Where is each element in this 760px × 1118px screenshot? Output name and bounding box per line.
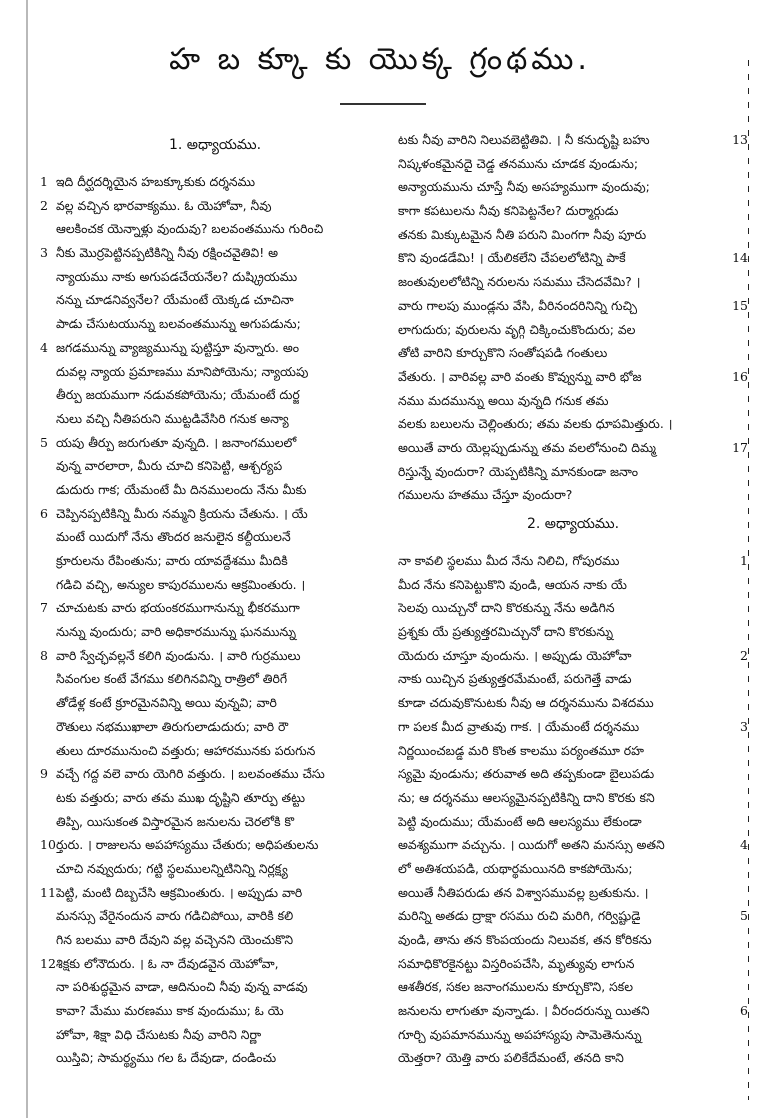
text-line xyxy=(40,762,390,786)
verse-text: వచ్చే గద్ద వలె వారు యెగిరి వత్తురు. । బలవంతము చేసు xyxy=(56,766,325,782)
verse-text: సివంగుల కంటే వేగము కలిగినవిన్ని రాత్రిలో తిరిగే xyxy=(56,671,288,687)
verse-text: నా పరిశుద్ధమైన వాడా, ఆదినుంచి నీవు వున్న వాడవు xyxy=(56,979,308,995)
text-line xyxy=(40,478,390,502)
text-line xyxy=(40,810,390,834)
verse-text: తోడేళ్ల కంటే క్రూరమైనవిన్ని అయి వున్నవి; వారి xyxy=(56,695,277,711)
verse-number xyxy=(732,667,748,691)
verse-number xyxy=(732,928,748,952)
verse-text: పెట్టి వుందుము; యేమంటే అది ఆలస్యము లేకుండా xyxy=(398,813,642,829)
verse-text: నున్ను వుందురు; వారి అధికారమున్ను ఘనమున్ను xyxy=(56,624,297,640)
verse-number xyxy=(732,199,748,223)
verse-number xyxy=(732,881,748,905)
verse-number: 9 xyxy=(40,766,48,782)
text-line xyxy=(398,573,748,597)
text-line xyxy=(40,573,390,597)
verse-text: మంటే యిదుగో నేను తొందర జనులైన కల్దీయులనే xyxy=(56,529,291,545)
verse-text: వారి స్వేచ్ఛవల్లనే కలిగి వుండును. । వారి గుర్రములు xyxy=(56,647,301,663)
verse-text: వారు గాలపు ముండ్లను వేసి, వీరినందరినిన్ని గుచ్చి xyxy=(398,297,637,313)
verse-number xyxy=(732,270,748,294)
verse-text: చూచి నవ్వుదురు; గట్టి స్థలములన్నిటినిన్ని నిర్లక్ష్య xyxy=(56,860,288,876)
text-line xyxy=(40,833,390,857)
verse-number xyxy=(40,573,56,597)
text-line xyxy=(40,431,390,455)
verse-number: 11 xyxy=(40,884,56,900)
verse-text: జగడమున్ను వ్యాజ్యమున్ను పుట్టిస్తూ వున్నారు. అం xyxy=(56,339,300,355)
verse-text: తీర్పు జయముగా నడువకపోయెను; యేమంటే దుర్జ xyxy=(56,387,300,403)
text-line xyxy=(40,596,390,620)
verse-text: మనస్సు వేరైనందున వారు గడిచిపోయి, వారికి కలి xyxy=(56,908,294,924)
verse-text: స్యమై వుండును; తరువాత అది తప్పకుండా బైలుపడు xyxy=(398,766,655,782)
verse-number xyxy=(732,412,748,436)
text-line xyxy=(40,715,390,739)
text-line xyxy=(398,762,748,786)
verse-text: చెప్పినప్పటికిన్ని మీరు నమ్మని క్రియను చేతును. । యే xyxy=(56,505,308,521)
verse-text: హోవా, శిక్షా విధి చేసుటకు నీవు వారిని నిర్ణా xyxy=(56,1026,262,1042)
verse-text: నిర్ణయించబడ్డ మరి కొంత కాలము పర్యంతమూ రహ xyxy=(398,742,644,758)
verse-number xyxy=(40,383,56,407)
verse-text: చూచుటకు వారు భయంకరముగానున్ను భీకరముగా xyxy=(56,600,300,616)
text-line xyxy=(398,596,748,620)
text-line xyxy=(40,739,390,763)
verse-text: తిప్పి, యిసుకంత విస్తారమైన జనులను చెరలోకి కొ xyxy=(56,813,295,829)
text-line xyxy=(398,857,748,881)
verse-text: టకు వత్తురు; వారు తమ ముఖ దృష్టిని తూర్పు తట్టు xyxy=(56,789,305,805)
verse-number: 13 xyxy=(732,132,748,147)
verse-text: పాడు చేసుటయున్ను బలవంతమున్ను అగుపడును; xyxy=(56,316,301,332)
text-line xyxy=(40,336,390,360)
verse-number: 2 xyxy=(40,197,48,213)
text-line xyxy=(40,549,390,573)
verse-number: 6 xyxy=(740,1003,748,1019)
verse-text: జనులను లాగుతూ వున్నాడు. । వీరందరున్ను యితని xyxy=(398,1003,650,1019)
verse-text: గడిచి వచ్చి, అన్యుల కాపురములను ఆక్రమింతురు. । xyxy=(56,576,306,592)
text-line xyxy=(398,549,748,573)
chapter-heading-1: 1. అధ్యాయము. xyxy=(168,137,262,153)
verse-number xyxy=(40,999,56,1023)
text-line xyxy=(40,383,390,407)
text-line xyxy=(398,152,748,176)
text-line xyxy=(40,975,390,999)
text-line xyxy=(40,928,390,952)
text-line xyxy=(398,175,748,199)
text-line xyxy=(398,786,748,810)
chapter-heading-2: 2. అధ్యాయము. xyxy=(526,516,620,532)
verse-text: సెలవు యిచ్చునో దాని కొరకున్ను నేను అడిగిన xyxy=(398,600,615,616)
verse-number: 7 xyxy=(40,600,48,616)
verse-number xyxy=(40,1046,56,1070)
text-line xyxy=(40,952,390,976)
verse-text: వుండి, తాను తన కొంపయందు నిలువక, తన కోరికను xyxy=(398,932,652,947)
verse-text: పెట్టి, మంటి దిబ్బచేసి ఆక్రమింతురు. । అప్పుడు వారి xyxy=(56,884,303,900)
verse-text: వున్న వారలారా, మీరు చూచి కనిపెట్టి, ఆశ్చర్యప xyxy=(56,458,283,474)
text-line xyxy=(398,223,748,247)
text-line xyxy=(398,199,748,223)
verse-text: తోటి వారిని కూర్చుకొని సంతోషపడి గంతులు xyxy=(398,345,608,361)
page-edge-right xyxy=(748,60,749,1100)
verse-number xyxy=(732,596,748,620)
left-column xyxy=(40,128,390,1070)
text-line xyxy=(40,1046,390,1070)
text-line xyxy=(40,288,390,312)
book-title: హ బ క్కూ కు యొక్క గ్రంథము. xyxy=(169,42,591,77)
text-line xyxy=(40,691,390,715)
text-line xyxy=(398,691,748,715)
verse-number xyxy=(40,857,56,881)
text-line xyxy=(398,1023,748,1047)
verse-text: రిస్తున్నే వుందురా? యెప్పటికిన్ని మానకుండా జనాం xyxy=(398,463,639,479)
verse-text: అన్యాయమును చూస్తే నీవు అసహ్యముగా వుందువు; xyxy=(398,179,650,195)
verse-text: సమాధికొరకైనట్టు విస్తరింపచేసి, మృత్యువు లాగున xyxy=(398,955,635,971)
verse-text: మరిన్ని అతడు ద్రాక్షా రసము రుచి మరిగి, గర్విష్టుడై xyxy=(398,908,641,924)
text-line xyxy=(40,360,390,384)
verse-number xyxy=(40,739,56,763)
verse-number xyxy=(732,620,748,644)
verse-text: నన్ను చూడనివ్వనేల? యేమంటే యెక్కడ చూచినా xyxy=(56,292,294,308)
right-column xyxy=(398,128,748,1070)
verse-text: వలకు బలులను చెల్లింతురు; తమ వలకు ధూపమిత్తురు. । xyxy=(398,416,673,432)
verse-text: ప్రశ్నకు యే ప్రత్యుత్తరమిచ్చునో దాని కొరకున్ను xyxy=(398,624,614,640)
text-line xyxy=(40,170,390,194)
verse-number: 15 xyxy=(732,297,748,313)
verse-number xyxy=(40,975,56,999)
verse-number xyxy=(732,341,748,365)
text-line xyxy=(398,270,748,294)
text-line xyxy=(398,644,748,668)
text-line xyxy=(398,952,748,976)
verse-text: కూడా చదువుకొనుటకు నీవు ఆ దర్శనమును విశదము xyxy=(398,695,654,711)
verse-text: గములను హతము చేస్తూ వుందురా? xyxy=(398,487,573,503)
text-line xyxy=(398,1046,748,1070)
verse-text: నము మదమున్ను అయి వున్నది గనుక తమ xyxy=(398,392,609,408)
verse-text: డుదురు గాక; యేమంటే మీ దినములందు నేను మీకు xyxy=(56,481,307,497)
text-line xyxy=(398,128,748,152)
verse-text: ఆశతీరక, సకల జనాంగములను కూర్చుకొని, సకల xyxy=(398,979,634,995)
text-line xyxy=(40,525,390,549)
verse-number: 3 xyxy=(40,245,48,261)
verse-text: వల్ల వచ్చిన భారవాక్యము. ఓ యెహోవా, నీవు xyxy=(56,197,272,213)
text-line xyxy=(40,241,390,265)
verse-number xyxy=(732,318,748,342)
verse-number: 6 xyxy=(40,505,48,521)
verse-number xyxy=(732,691,748,715)
verse-number: 10 xyxy=(40,837,56,853)
verse-text: ర్తురు. । రాజులను అపహాస్యము చేతురు; అధిపతులను xyxy=(56,837,319,853)
verse-number xyxy=(40,217,56,241)
verse-text: గా పలక మీద వ్రాతువు గాక. । యేమంటే దర్శనము xyxy=(398,718,640,734)
text-line xyxy=(398,294,748,318)
verse-text: నిష్కళంకమైనదై చెడ్డ తనమును చూడక వుండును; xyxy=(398,155,639,171)
verse-text: కొని వుండడేమి! । యేలికలేని చేపలలోటిన్ని పాకే xyxy=(398,250,626,266)
text-line xyxy=(398,739,748,763)
verse-number xyxy=(40,312,56,336)
verse-number: 17 xyxy=(732,439,748,455)
verse-number xyxy=(732,573,748,597)
verse-text: క్రూరులను రేపింతును; వారు యావద్దేశము మీదికి xyxy=(56,553,288,568)
text-line xyxy=(398,667,748,691)
verse-number xyxy=(40,265,56,289)
verse-text: యెత్తరా? యెత్తి వారు పలికేదేమంటే, తనది కాని xyxy=(398,1050,624,1066)
text-line xyxy=(398,341,748,365)
verse-text: నీకు మొర్రపెట్టినప్పటికిన్ని నీవు రక్షించవైతివి! అ xyxy=(56,245,279,261)
verse-number xyxy=(40,810,56,834)
verse-number xyxy=(732,483,748,507)
text-line xyxy=(398,928,748,952)
verse-number xyxy=(40,715,56,739)
text-line xyxy=(398,620,748,644)
verse-text: తులు దూరమునుంచి వత్తురు; ఆహారమునకు పరుగున xyxy=(56,742,316,758)
verse-text: శిక్షకు లోనౌదురు. । ఓ నా దేవుడవైన యెహోవా, xyxy=(56,955,279,971)
verse-text: అయితే వారు యెల్లప్పుడున్ను తమ వలలోనుంచి దిమ్మ xyxy=(398,439,656,455)
verse-text: యెదురు చూస్తూ వుందును. । అప్పుడు యెహోవా xyxy=(398,647,632,663)
text-line xyxy=(398,436,748,460)
verse-number xyxy=(732,739,748,763)
verse-number xyxy=(732,952,748,976)
text-line xyxy=(398,881,748,905)
page-edge-left xyxy=(26,0,28,1118)
title-rule xyxy=(340,103,426,105)
verse-number xyxy=(40,667,56,691)
text-line xyxy=(398,810,748,834)
verse-number xyxy=(732,857,748,881)
verse-text: దువల్ల న్యాయ ప్రమాణము మానిపోయెను; న్యాయపు xyxy=(56,363,309,379)
text-line xyxy=(398,483,748,507)
verse-number xyxy=(40,928,56,952)
verse-number: 2 xyxy=(740,647,748,663)
verse-text: గూర్చి వుపమానమున్ను అపహాస్యపు సామెతెనున్ను xyxy=(398,1026,642,1042)
text-line xyxy=(40,454,390,478)
verse-number xyxy=(732,762,748,786)
verse-text: నా కావలి స్థలము మీద నేను నిలిచి, గోపురము xyxy=(398,553,620,568)
text-line xyxy=(398,365,748,389)
verse-text: నులు వచ్చి నీతిపరుని ముట్టడివేసిరి గనుక అన్యా xyxy=(56,410,289,426)
verse-number xyxy=(732,975,748,999)
verse-text: రౌతులు నభముఖాలా తిరుగులాడుదురు; వారి రౌ xyxy=(56,718,289,734)
verse-text: ఇది దీర్ఘదర్శియైన హబక్కూకుకు దర్శనము xyxy=(56,174,255,189)
verse-text: గిన బలము వారి దేవుని వల్ల వచ్చెనని యెంచుకొని xyxy=(56,932,294,947)
verse-number xyxy=(40,360,56,384)
verse-text: అవశ్యముగా వచ్చును. । యిదుగో అతని మనస్సు అతని xyxy=(398,837,665,853)
verse-number: 8 xyxy=(40,647,48,663)
verse-text: యపు తీర్పు జరుగుతూ వున్నది. । జనాంగములలో xyxy=(56,434,297,450)
verse-text: న్యాయము నాకు అగుపడచేయనేల? దుష్క్రియము xyxy=(56,268,298,284)
text-line xyxy=(398,389,748,413)
text-line xyxy=(40,644,390,668)
verse-number xyxy=(40,525,56,549)
text-line xyxy=(398,318,748,342)
text-line xyxy=(40,881,390,905)
text-line xyxy=(40,667,390,691)
verse-text: లో అతిశయపడి, యథార్థమయినది కాకపోయెను; xyxy=(398,860,633,876)
verse-text: అయితే నీతిపరుడు తన విశ్వాసమువల్ల బ్రతుకును. । xyxy=(398,884,649,900)
text-line xyxy=(40,786,390,810)
verse-number: 3 xyxy=(740,718,748,734)
text-line xyxy=(398,999,748,1023)
text-line xyxy=(398,460,748,484)
verse-text: మీద నేను కనిపెట్టుకొని వుండి, ఆయన నాకు యే xyxy=(398,576,627,592)
verse-text: వేతురు. । వారివల్ల వారి వంతు కొవ్వున్ను వారి భోజ xyxy=(398,368,642,384)
verse-text: జంతువులలోటిన్ని నరులను సమము చేసెదవేమి? । xyxy=(398,274,641,290)
verse-number xyxy=(732,460,748,484)
verse-text: టకు నీవు వారిని నిలువబెట్టితివి. । నీ కనుదృష్టి బహు xyxy=(398,132,650,147)
verse-text: తనకు మిక్కుటమైన నీతి పరుని మింగగా నీవు పూరు xyxy=(398,226,647,242)
verse-text: యిస్తివి; సామర్థ్యము గల ఓ దేవుడా, దండించు xyxy=(56,1050,277,1066)
text-line xyxy=(40,265,390,289)
verse-number xyxy=(40,1023,56,1047)
text-line xyxy=(40,1023,390,1047)
verse-number: 14 xyxy=(732,250,748,266)
text-line xyxy=(40,502,390,526)
verse-number xyxy=(40,691,56,715)
verse-number xyxy=(40,478,56,502)
text-line xyxy=(40,904,390,928)
verse-number xyxy=(40,454,56,478)
verse-text: ను; ఆ దర్శనము ఆలస్యమైనప్పటికిన్ని దాని కొరకు కని xyxy=(398,789,655,805)
verse-number xyxy=(40,549,56,573)
text-line xyxy=(40,407,390,431)
verse-number: 12 xyxy=(40,955,56,971)
verse-number xyxy=(40,904,56,928)
verse-number xyxy=(732,389,748,413)
verse-number: 1 xyxy=(40,174,48,189)
verse-number xyxy=(732,175,748,199)
verse-number xyxy=(732,223,748,247)
text-line xyxy=(398,833,748,857)
text-line xyxy=(398,975,748,999)
verse-number: 5 xyxy=(40,434,48,450)
verse-number xyxy=(732,786,748,810)
text-line xyxy=(40,312,390,336)
verse-number: 4 xyxy=(40,339,48,355)
text-line xyxy=(398,715,748,739)
verse-text: ఆలకించక యెన్నాళ్లు వుందువు? బలవంతమును గురించి xyxy=(56,221,324,237)
text-line xyxy=(40,857,390,881)
verse-number xyxy=(732,1023,748,1047)
verse-number xyxy=(40,407,56,431)
verse-text: కావా? మేము మరణము కాక వుందుము; ఓ యె xyxy=(56,1003,284,1019)
verse-number: 5 xyxy=(740,908,748,924)
verse-number: 16 xyxy=(732,368,748,384)
verse-number xyxy=(40,786,56,810)
text-line xyxy=(398,246,748,270)
verse-number: 1 xyxy=(740,553,748,568)
verse-number xyxy=(732,152,748,176)
verse-number: 4 xyxy=(740,837,748,853)
text-line xyxy=(398,412,748,436)
text-line xyxy=(398,904,748,928)
text-line xyxy=(40,999,390,1023)
text-line xyxy=(40,217,390,241)
text-line xyxy=(40,620,390,644)
verse-number xyxy=(732,810,748,834)
verse-text: కాగా కపటులను నీవు కనిపెట్టనేల? దుర్మార్గుడు xyxy=(398,203,619,219)
verse-number xyxy=(40,620,56,644)
text-line xyxy=(40,194,390,218)
verse-text: లాగుదురు; వురులను వృగ్గి చిక్కించుకొందురు; వల xyxy=(398,321,636,337)
verse-number xyxy=(732,1046,748,1070)
verse-text: నాకు యిచ్చిన ప్రత్యుత్తరమేమంటే, పరుగెత్తే వాడు xyxy=(398,671,632,687)
verse-number xyxy=(40,288,56,312)
